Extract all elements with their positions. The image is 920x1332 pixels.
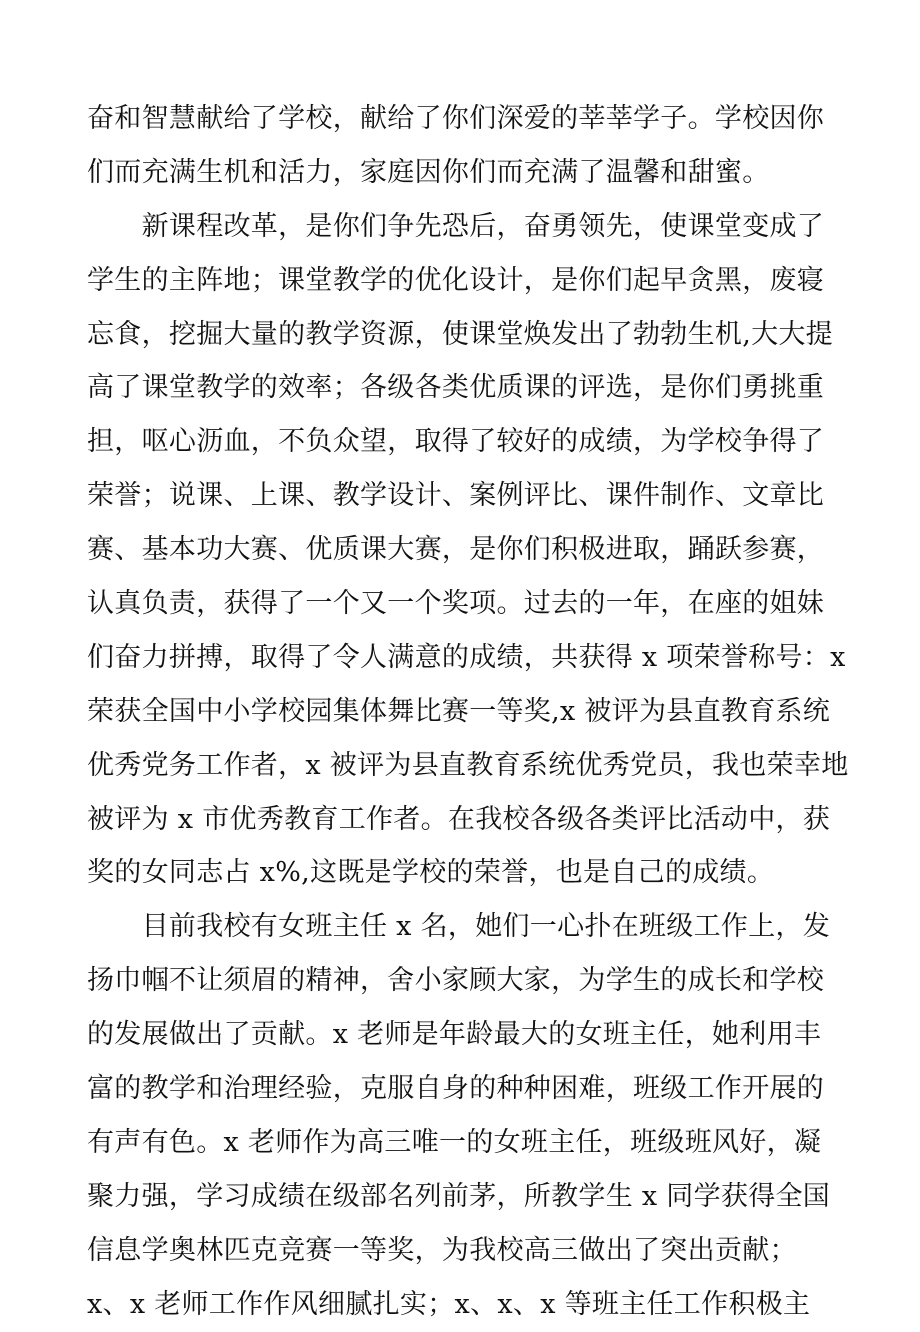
text-line-19: 富的教学和治理经验，克服自身的种种困难，班级工作开展的 bbox=[87, 1073, 825, 1105]
text-line-4: 学生的主阵地；课堂教学的优化设计，是你们起早贪黑，废寝 bbox=[87, 264, 825, 296]
text-line-6: 高了课堂教学的效率；各级各类优质课的评选，是你们勇挑重 bbox=[87, 372, 825, 404]
text-line-9: 赛、基本功大赛、优质课大赛，是你们积极进取，踊跃参赛， bbox=[87, 534, 825, 566]
text-line-16: 目前我校有女班主任 x 名，她们一心扑在班级工作上，发 bbox=[87, 911, 831, 943]
text-line-10: 认真负责，获得了一个又一个奖项。过去的一年，在座的姐妹 bbox=[87, 588, 825, 620]
text-line-3: 新课程改革，是你们争先恐后，奋勇领先，使课堂变成了 bbox=[87, 210, 825, 242]
text-line-23: x、x 老师工作作风细腻扎实；x、x、x 等班主任工作积极主 bbox=[87, 1288, 811, 1320]
text-line-7: 担，呕心沥血，不负众望，取得了较好的成绩，为学校争得了 bbox=[87, 426, 825, 458]
text-line-14: 被评为 x 市优秀教育工作者。在我校各级各类评比活动中，获 bbox=[87, 803, 831, 835]
text-line-20: 有声有色。x 老师作为高三唯一的女班主任，班级班风好，凝 bbox=[87, 1126, 822, 1158]
text-line-8: 荣誉；说课、上课、教学设计、案例评比、课件制作、文章比 bbox=[87, 480, 825, 512]
text-line-12: 荣获全国中小学校园集体舞比赛一等奖,x 被评为县直教育系统 bbox=[87, 695, 831, 727]
text-line-18: 的发展做出了贡献。x 老师是年龄最大的女班主任，她利用丰 bbox=[87, 1019, 822, 1051]
text-line-11: 们奋力拼搏，取得了令人满意的成绩，共获得 x 项荣誉称号：x bbox=[87, 641, 846, 673]
text-line-1: 奋和智慧献给了学校，献给了你们深爱的莘莘学子。学校因你 bbox=[87, 103, 825, 134]
text-line-2: 们而充满生机和活力，家庭因你们而充满了温馨和甜蜜。 bbox=[87, 156, 770, 188]
body-text bbox=[87, 92, 847, 1331]
text-line-21: 聚力强，学习成绩在级部名列前茅，所教学生 x 同学获得全国 bbox=[87, 1180, 831, 1212]
text-line-22: 信息学奥林匹克竞赛一等奖，为我校高三做出了突出贡献； bbox=[87, 1234, 797, 1266]
text-line-15: 奖的女同志占 x%,这既是学校的荣誉，也是自己的成绩。 bbox=[87, 857, 775, 889]
text-line-5: 忘食，挖掘大量的教学资源，使课堂焕发出了勃勃生机,大大提 bbox=[87, 318, 833, 350]
text-line-13: 优秀党务工作者，x 被评为县直教育系统优秀党员，我也荣幸地 bbox=[87, 749, 849, 781]
text-line-17: 扬巾帼不让须眉的精神，舍小家顾大家，为学生的成长和学校 bbox=[87, 965, 825, 997]
